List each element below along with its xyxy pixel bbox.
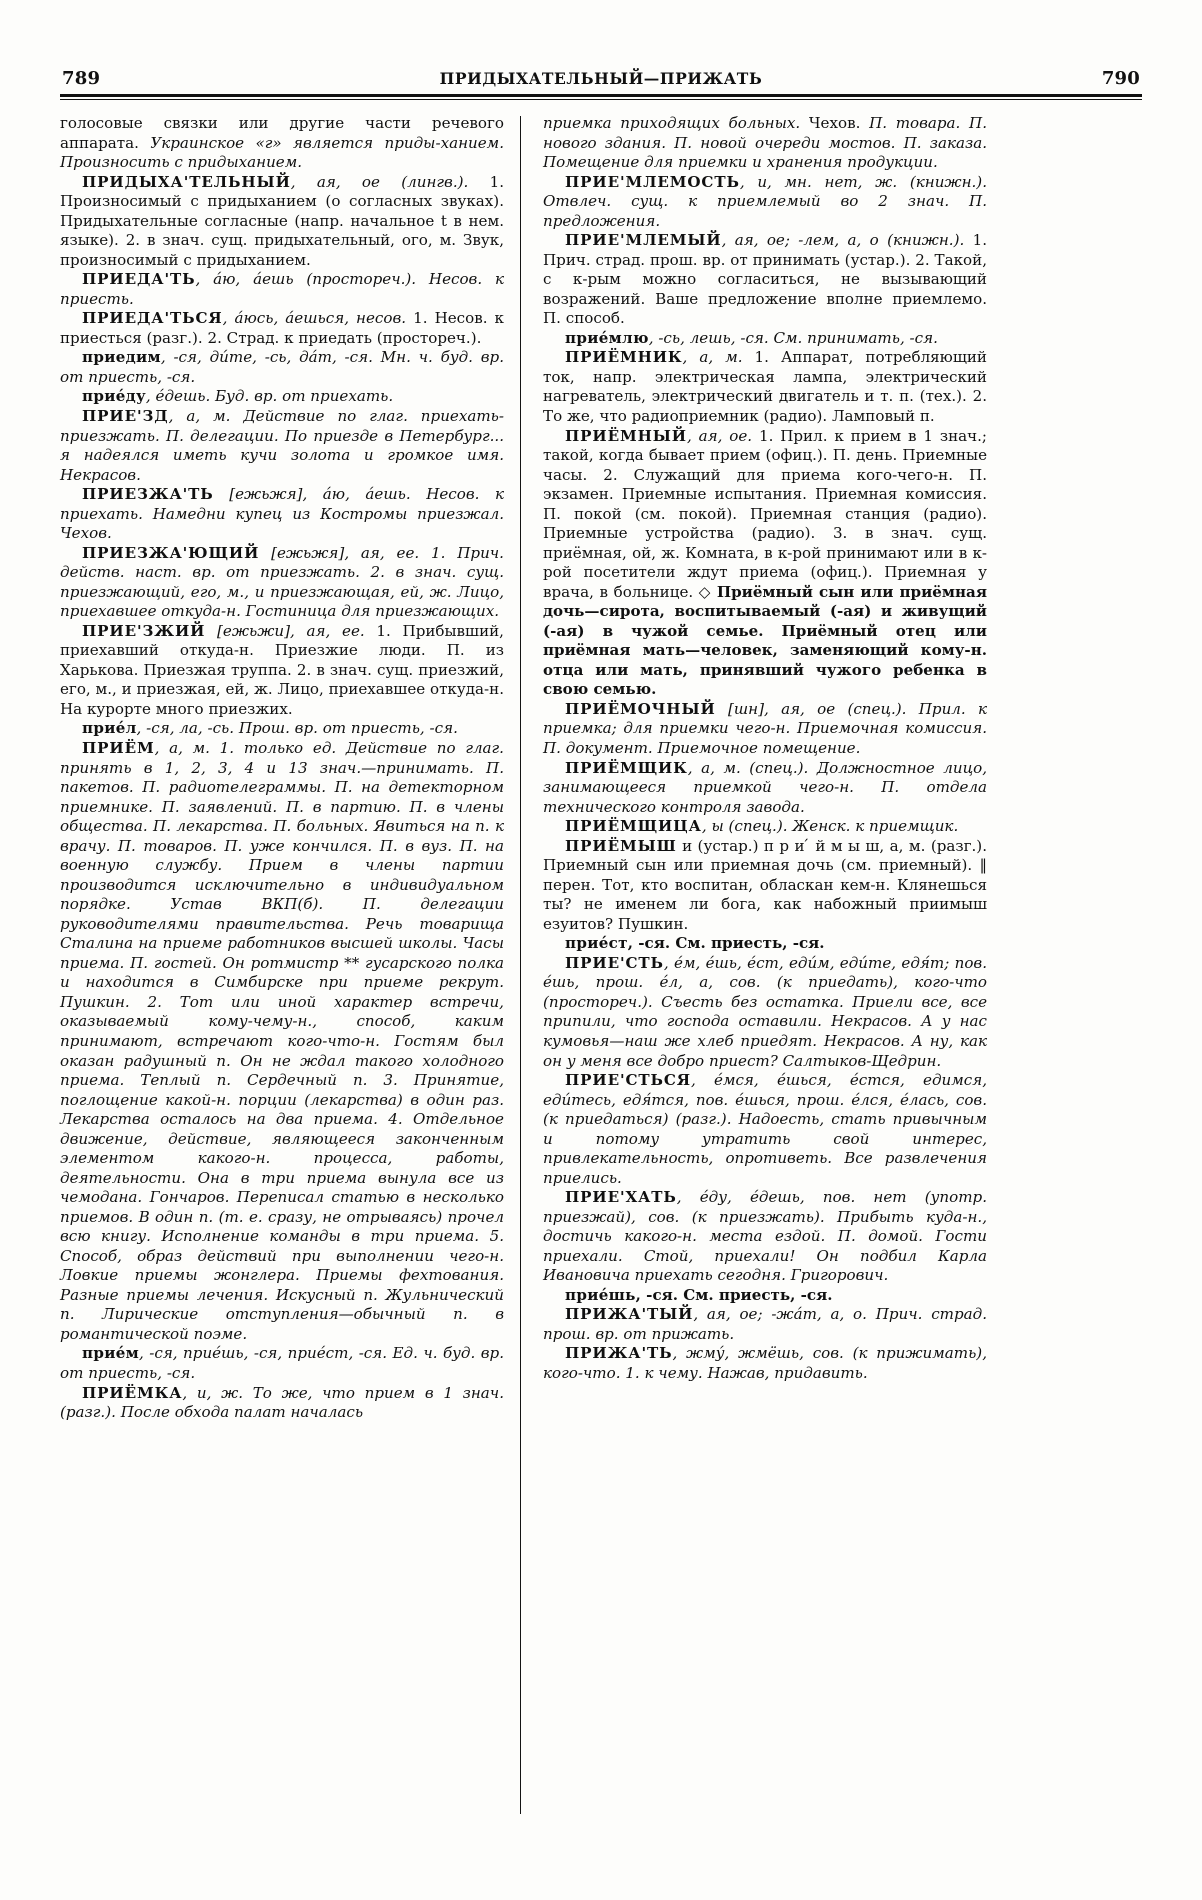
grammar: , ы (спец.). Женск. к приемщик. xyxy=(701,817,959,836)
entry-priem-verb xyxy=(60,1344,504,1383)
entry-priemlemyj xyxy=(543,231,987,329)
carryover-line2-italic: Украинское «г» является приды- xyxy=(138,133,441,152)
grammar: , éду, éдешь, пов. нет (употр. приезжай), сов. (к приезжать). Прибыть куда-н., достичь какого-н. места ездой. П. домой. Гости приехали. Стой, приехали! Он подбил Карла Ивановича приехать сегодня. Григорович. xyxy=(543,1188,987,1285)
headword: ПРИЁМЫШ xyxy=(565,836,677,855)
grammar: , -сь, лешь, -ся. См. принимать, -ся. xyxy=(648,328,938,347)
entry-priehat xyxy=(543,1188,987,1286)
entry-priest xyxy=(543,954,987,1071)
entry-priezzhij xyxy=(60,622,504,720)
definition: 1. Прил. к прием в 1 знач.; такой, когда бывает прием (офиц.). П. день. Приемные часы. 2. Служащий для приема кого-чего-н. П. экзамен. Приемные испытания. Приемная комиссия. П. покой (см. покой). Приемная станция (радио). Приемные устройства (радио). 3. в знач. сущ. приёмная, ой, ж. Комната, в к-рой принимают или в к-рой посетители ждут приема (офиц.). Приемная у врача, в больнице. xyxy=(543,426,987,601)
grammar: , éмся, éшься, éстся, едимся, едúтесь, едя́тся, пов. éшься, прош. éлся, éлась, сов. (к приедаться) (разг.). Надоесть, стать привычным и потому утратить свой интерес, привлекательность, опротиветь. Все развлечения приелись. xyxy=(543,1071,987,1187)
definition: 1. Несов. к приесться (разг.). 2. Страд. к приедать (простореч.). xyxy=(60,309,504,347)
grammar: , и, мн. нет, ж. (книжн.). Отвлеч. сущ. к приемлемый во 2 знач. П. предложения. xyxy=(543,172,987,230)
grammar: , áю, áешь (простореч.). Несов. к приесть. xyxy=(60,270,504,308)
carryover-italic: приемка приходящих больных. xyxy=(543,114,801,132)
grammar: , ая, ее. xyxy=(344,543,420,562)
headword: ПРИЁМЩИК xyxy=(565,758,688,777)
headword: ПРИЕ'ЗД xyxy=(82,406,169,425)
grammar: , жму́, жмёшь, сов. (к прижимать), кого-что. 1. к чему. Нажав, придавить. xyxy=(543,1344,987,1382)
grammar: , áю, áешь. Несов. к приехать. Намедни купец из Костромы приезжал. Чехов. xyxy=(60,485,504,543)
headword: ПРИЁМЩИЦА xyxy=(565,817,702,836)
entry-priezzhayushchij xyxy=(60,544,504,622)
header-rule xyxy=(60,94,1142,100)
grammar: , ая, ое; -лем, а, о (книжн.). xyxy=(721,231,965,250)
headword: приедим xyxy=(82,348,161,367)
entry-priedim xyxy=(60,348,504,387)
headword: ПРИЖА'ТЬ xyxy=(565,1344,673,1363)
grammar: , -ся. См. приесть, -ся. xyxy=(627,934,825,953)
carryover-text xyxy=(543,114,987,173)
carryover-text xyxy=(60,114,504,173)
entry-priemnyj xyxy=(543,427,987,700)
entry-pridyhatelnyj xyxy=(60,173,504,271)
headword: ПРИЕ'МЛЕМОСТЬ xyxy=(565,172,740,191)
grammar: и (устар.) п р и ́ й м ы ш, а, м. (разг.). Приемный сын или приемная дочь (см. приемный). ‖ перен. Тот, кто воспитан, обласкан кем-н. Клянешься ты? не именем ли бога, как набожный приимыш езуитов? Пушкин. xyxy=(543,836,987,933)
grammar: , ая, ое (лингв.). xyxy=(290,172,469,191)
definition: 1. Прич. действ. наст. вр. от приезжать. 2. в знач. сущ. приезжающий, его, м., и приезжающая, ей, ж. Лицо, приехавшее откуда-н. Гостиница для приезжающих. xyxy=(60,543,504,621)
carryover-line3-italic: ханием. Произносить с придыханием. xyxy=(60,133,504,172)
headword: приéл xyxy=(82,719,137,738)
definition: 1. Прибывший, приехавший откуда-н. Приезжие люди. П. из Харькова. Приезжая труппа. 2. в знач. сущ. приезжий, его, м., и приезжая, ей, ж. Лицо, приехавшее откуда-н. На курорте много приезжих. xyxy=(60,621,504,718)
grammar: , áюсь, áешься, несов. xyxy=(222,309,407,328)
grammar: , а, м. Действие по глаг. приехать-приезжать. П. делегации. По приезде в Петербург... я надеялся иметь кучи золота и громкое имя. Некрасов. xyxy=(60,406,504,484)
headword: ПРИЁМ xyxy=(82,739,155,757)
grammar: , -ся. См. приесть, -ся. xyxy=(635,1285,833,1304)
grammar: , а, м. (спец.). Должностное лицо, занимающееся приемкой чего-н. П. отдела технического контроля завода. xyxy=(543,758,987,816)
headword: ПРИЕЗЖА'ЮЩИЙ xyxy=(82,543,260,562)
headword: ПРИЕЗЖА'ТЬ xyxy=(82,485,214,504)
entry-prieshsya xyxy=(543,1286,987,1306)
running-title: ПРИДЫХАТЕЛЬНЫЙ—ПРИЖАТЬ xyxy=(439,69,763,88)
grammar: , -ся, ла, -сь. Прош. вр. от приесть, -ся. xyxy=(136,719,458,738)
grammar: , éдешь. Буд. вр. от приехать. xyxy=(145,387,394,406)
right-column xyxy=(521,114,987,1814)
column-container xyxy=(60,114,1142,1814)
headword: приéст xyxy=(565,934,628,953)
headword: приéду xyxy=(82,387,146,406)
carryover-rest: П. товара. П. нового здания. П. новой очереди мостов. П. заказа. Помещение для приемки и хранения продукции. xyxy=(543,114,987,172)
headword: приéшь xyxy=(565,1285,636,1304)
grammar: , ая, ое; -жáт, а, о. Прич. страд. прош. вр. от прижать. xyxy=(543,1305,987,1343)
entry-priestsya xyxy=(543,1071,987,1188)
headword: ПРИЖА'ТЫЙ xyxy=(565,1305,694,1324)
headword: ПРИЕДА'ТЬ xyxy=(82,270,196,289)
entry-priemlyu xyxy=(543,329,987,349)
definition: 1. Прич. страд. прош. вр. от принимать (устар.). 2. Такой, с к-рым можно согласиться, не вызывающий возражений. Ваше предложение вполне приемлемо. П. способ. xyxy=(543,231,988,328)
pronunciation-bracket: [ежьжя] xyxy=(213,485,303,504)
entry-priedatsya xyxy=(60,309,504,348)
grammar: , ая, ое. xyxy=(686,426,753,445)
headword: ПРИЕ'СТЬСЯ xyxy=(565,1071,692,1090)
headword: ПРИЕ'ЗЖИЙ xyxy=(82,621,206,640)
definition: 1. только ед. Действие по глаг. принять в 1, 2, 3, 4 и 13 знач.—принимать. П. пакетов. П. радиотелеграммы. П. на детекторном приемнике. П. заявлений. П. в партию. П. в члены общества. П. лекарства. П. больных. Явиться на п. к врачу. П. товаров. П. уже кончился. П. в вуз. П. на военную службу. Прием в члены партии производится исключительно в индивидуальном порядке. Устав ВКП(б). П. делегации руководителями правительства. Речь товарища Сталина на приеме работников высшей школы. Часы приема. П. гостей. Он ротмистр ** гусарского полка и находится в Симбирске при приеме рекрут. Пушкин. 2. Тот или иной характер встречи, оказываемый кому-чему-н., способ, каким принимают, встречают кого-что-н. Гостям был оказан радушный п. Он не ждал такого холодного приема. Теплый п. Сердечный п. 3. Принятие, поглощение какой-н. порции (лекарства) в один раз. Лекарства осталось на два приема. 4. Отдельное движение, действие, являющееся законченным элементом какого-н. процесса, работы, деятельности. Она в три приема вынула все из чемодана. Гончаров. Переписал статью в несколько приемов. В один п. (т. е. сразу, не отрываясь) прочел всю книгу. Исполнение команды в три приема. 5. Способ, образ действий при выполнении чего-н. Ловкие приемы жонглера. Приемы фехтования. Разные приемы лечения. Искусный п. Жульнический п. Лирические отступления—обычный п. в романтической поэме. xyxy=(60,739,504,1343)
grammar: , éм, éшь, éст, едúм, едúте, едя́т; пов. éшь, прош. éл, а, сов. (к приедать), кого-что (простореч.). Съесть без остатка. Приели все, все припили, что господа оставили. Некрасов. А у нас кумовья—наш же хлеб приедят. Некрасов. А ну, как он у меня все добро приест? Салтыков-Щедрин. xyxy=(543,953,987,1070)
entry-priemlemost xyxy=(543,173,987,232)
entry-priest-short xyxy=(543,934,987,954)
entry-priezd xyxy=(60,407,504,485)
headword: ПРИЁМОЧНЫЙ xyxy=(565,699,716,718)
grammar: , ая, ее. xyxy=(290,621,365,640)
definition: 1. Произносимый с придыханием (о согласных звуках). Придыхательные согласные (напр. начальное t в нем. языке). 2. в знач. сущ. придыхательный, ого, м. Звук, произносимый с придыханием. xyxy=(60,172,505,269)
headword: ПРИЕ'МЛЕМЫЙ xyxy=(565,231,722,250)
pronunciation-bracket: [шн] xyxy=(715,699,764,718)
grammar: , и, ж. То же, что прием в 1 знач. (разг.). После обхода палат началась xyxy=(60,1383,504,1422)
entry-priemnik xyxy=(543,348,987,426)
left-column xyxy=(60,114,520,1814)
folio-left: 789 xyxy=(62,68,101,89)
grammar: , -ся, приéшь, -ся, приéст, -ся. Ед. ч. буд. вр. от приесть, -ся. xyxy=(60,1344,504,1382)
entry-priemysh xyxy=(543,837,987,935)
entry-priemka xyxy=(60,1384,504,1423)
headword: ПРИЕ'СТЬ xyxy=(565,953,664,972)
headword: ПРИЁМНИК xyxy=(565,348,683,367)
entry-priemochnyj xyxy=(543,700,987,759)
entry-priemshchik xyxy=(543,759,987,818)
carryover-line1: голосовые связки или другие части речевого xyxy=(60,114,504,132)
headword: ПРИДЫХА'ТЕЛЬНЫЙ xyxy=(82,172,291,191)
entry-prizhat xyxy=(543,1344,987,1383)
pronunciation-bracket: [ежьжи] xyxy=(205,621,290,640)
definition: 1. Аппарат, потребляющий ток, напр. электрическая лампа, электрический нагреватель, электрический двигатель и т. п. (тех.). 2. То же, что радиоприемник (радио). Ламповый п. xyxy=(543,348,987,425)
folio-right: 790 xyxy=(1101,68,1140,89)
running-head xyxy=(60,68,1142,89)
entry-priedat xyxy=(60,270,504,309)
pronunciation-bracket: [ежьжя] xyxy=(259,543,345,562)
entry-priezzhat xyxy=(60,485,504,544)
entry-priedu xyxy=(60,387,504,407)
entry-prizhatyj xyxy=(543,1305,987,1344)
grammar: , ая, ое (спец.). Прил. к приемка; для приемки чего-н. Приемочная комиссия. П. документ. Приемочное помещение. xyxy=(543,699,987,757)
diamond-icon: ◇ xyxy=(698,582,717,601)
headword: приéмлю xyxy=(565,328,649,347)
entry-priem xyxy=(60,739,504,1344)
grammar: , а, м. xyxy=(154,739,210,757)
idiom-section: Приёмный сын или приёмная дочь—сирота, воспитываемый (-ая) и живущий (-ая) в чужой семье. Приёмный отец или приёмная мать—человек, заменяющий кому-н. отца или мать, принявший чужого ребенка в свою семью. xyxy=(543,582,987,699)
entry-priemshchica xyxy=(543,817,987,837)
headword: ПРИЁМНЫЙ xyxy=(565,426,687,445)
headword: ПРИЕДА'ТЬСЯ xyxy=(82,309,223,328)
carryover-line2-roman: аппарата. xyxy=(60,133,139,152)
headword: ПРИЁМКА xyxy=(82,1383,183,1402)
entry-priel xyxy=(60,719,504,739)
headword: ПРИЕ'ХАТЬ xyxy=(565,1188,677,1207)
grammar: , а, м. xyxy=(682,348,743,367)
headword: приéм xyxy=(82,1344,140,1363)
carryover-source: Чехов. xyxy=(800,114,861,132)
grammar: , -ся, дúте, -сь, дáт, -ся. Мн. ч. буд. вр. от приесть, -ся. xyxy=(60,348,504,386)
